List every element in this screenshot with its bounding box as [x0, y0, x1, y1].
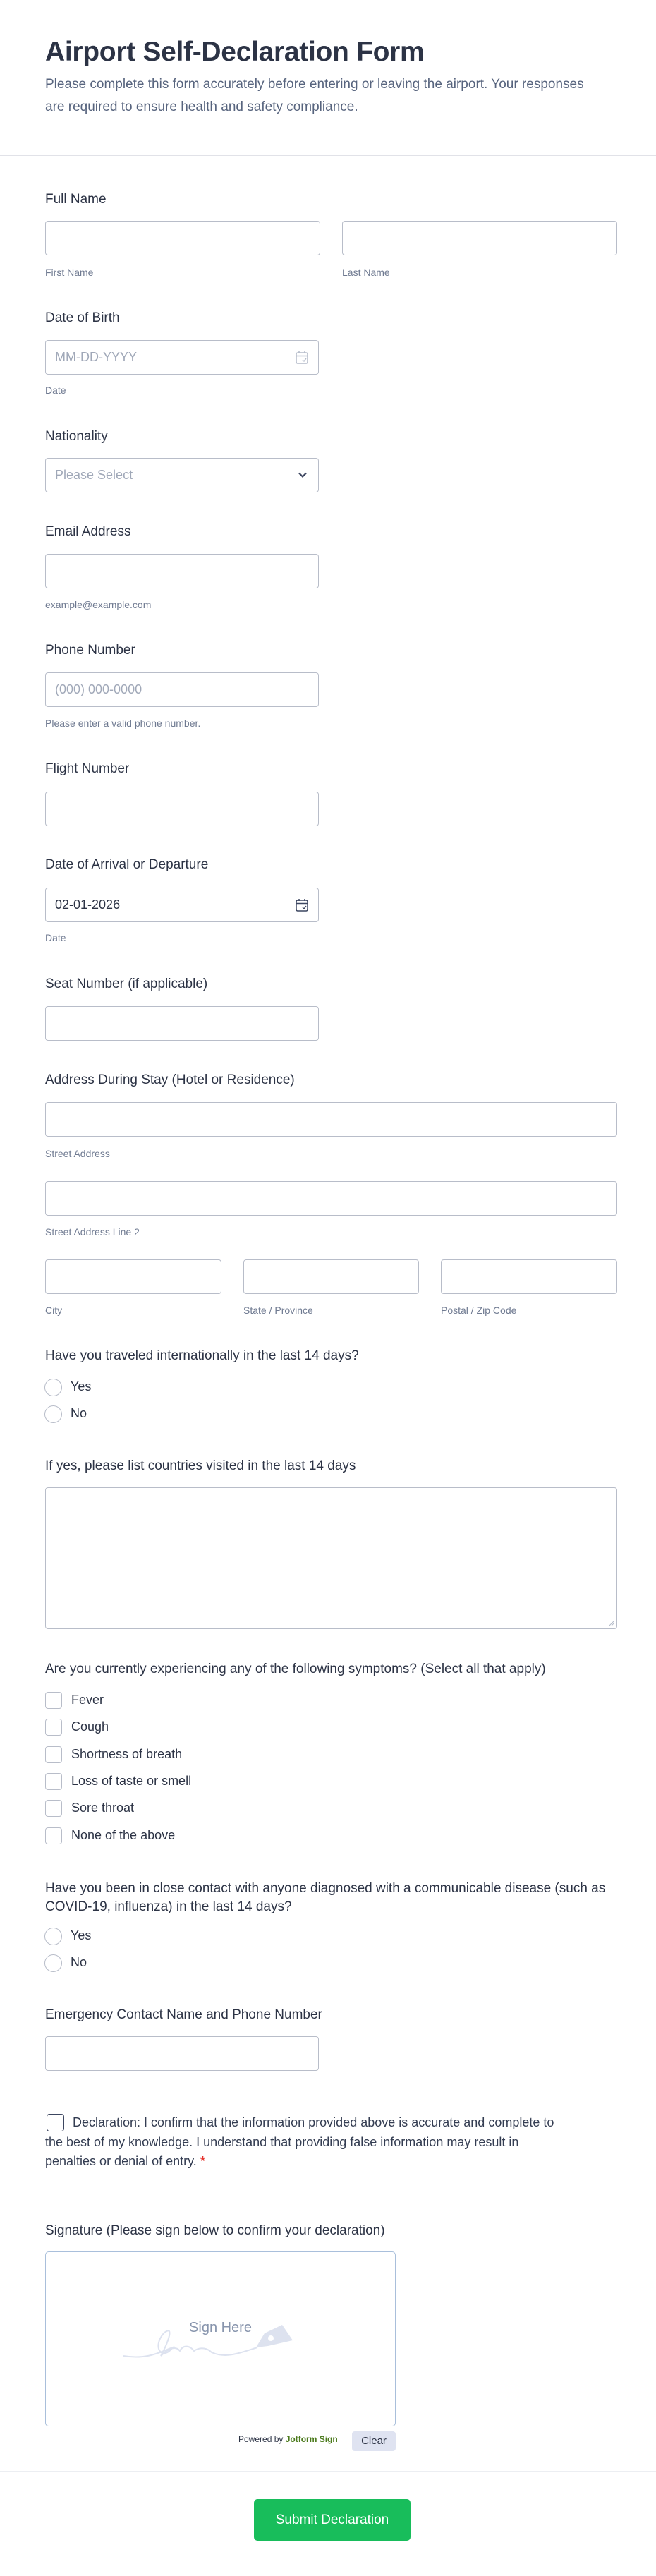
page-description: Please complete this form accurately before entering or leaving the airport. Your responses are required to ensure health and safety compliance. [45, 77, 584, 114]
full-name-label: Full Name [45, 192, 107, 207]
calendar-icon[interactable] [296, 898, 308, 912]
countries-textarea[interactable] [45, 1487, 617, 1629]
first-name-sublabel: First Name [45, 267, 94, 278]
email-sublabel: example@example.com [45, 599, 152, 610]
intl-travel-no-label[interactable]: No [71, 1406, 87, 1420]
signature-label: Signature (Please sign below to confirm your declaration) [45, 2223, 385, 2238]
phone-label: Phone Number [45, 643, 135, 658]
state-input[interactable] [243, 1259, 419, 1294]
contact-yes-label[interactable]: Yes [71, 1928, 92, 1942]
emergency-input[interactable] [45, 2036, 319, 2071]
first-name-input[interactable] [45, 221, 320, 255]
symptom-cough-checkbox[interactable] [45, 1719, 62, 1736]
flight-input[interactable] [45, 792, 319, 826]
nationality-select[interactable] [45, 458, 319, 492]
intl-travel-question: Have you traveled internationally in the last 14 days? [45, 1348, 359, 1363]
footer-divider [0, 2471, 656, 2472]
header-divider [0, 155, 656, 156]
zip-sublabel: Postal / Zip Code [441, 1305, 517, 1316]
sign-here-placeholder: Sign Here [189, 2320, 252, 2335]
nationality-label: Nationality [45, 429, 108, 444]
emergency-label: Emergency Contact Name and Phone Number [45, 2007, 322, 2022]
travel-date-label: Date of Arrival or Departure [45, 857, 209, 872]
page-title: Airport Self-Declaration Form [45, 37, 425, 67]
city-input[interactable] [45, 1259, 221, 1294]
street-address-2-input[interactable] [45, 1181, 617, 1216]
declaration-text[interactable] [45, 2113, 567, 2172]
symptom-none-label[interactable]: None of the above [71, 1828, 176, 1842]
nationality-selected: Please Select [55, 468, 133, 482]
dob-input[interactable] [45, 340, 319, 375]
state-sublabel: State / Province [243, 1305, 313, 1316]
seat-input[interactable] [45, 1006, 319, 1041]
last-name-input[interactable] [342, 221, 617, 255]
city-sublabel: City [45, 1305, 63, 1316]
symptom-throat-label[interactable]: Sore throat [71, 1801, 135, 1815]
intl-travel-no-radio[interactable] [44, 1405, 62, 1423]
intl-travel-yes-label[interactable]: Yes [71, 1379, 92, 1393]
intl-travel-yes-radio[interactable] [44, 1379, 62, 1396]
symptom-breath-checkbox[interactable] [45, 1746, 62, 1763]
email-input[interactable] [45, 554, 319, 588]
symptom-fever-label[interactable]: Fever [71, 1693, 104, 1707]
phone-sublabel: Please enter a valid phone number. [45, 718, 201, 729]
chevron-down-icon [297, 469, 308, 480]
dob-sublabel: Date [45, 385, 66, 396]
street-address-sublabel: Street Address [45, 1148, 110, 1159]
dob-placeholder: MM-DD-YYYY [55, 350, 137, 364]
street-address-2-sublabel: Street Address Line 2 [45, 1226, 140, 1238]
submit-button[interactable]: Submit Declaration [254, 2499, 411, 2541]
symptom-none-checkbox[interactable] [45, 1827, 62, 1844]
powered-by-label: Powered by [238, 2434, 284, 2444]
contact-no-label[interactable]: No [71, 1955, 87, 1969]
travel-date-value: 02-01-2026 [55, 897, 121, 912]
contact-question: Have you been in close contact with anyone diagnosed with a communicable disease (such as COVID-19, influenza) in the last 14 days? [45, 1881, 606, 1914]
seat-label: Seat Number (if applicable) [45, 976, 208, 991]
email-label: Email Address [45, 524, 131, 539]
phone-placeholder: (000) 000-0000 [55, 682, 142, 696]
flight-label: Flight Number [45, 761, 130, 776]
symptom-taste-checkbox[interactable] [45, 1773, 62, 1790]
zip-input[interactable] [441, 1259, 617, 1294]
last-name-sublabel: Last Name [342, 267, 390, 278]
jotform-sign-brand[interactable]: Jotform Sign [285, 2434, 338, 2444]
calendar-icon[interactable] [296, 351, 308, 364]
address-label: Address During Stay (Hotel or Residence) [45, 1072, 295, 1087]
dob-label: Date of Birth [45, 310, 120, 325]
resize-handle-icon[interactable] [609, 1621, 614, 1626]
signature-pad[interactable] [45, 2251, 396, 2426]
street-address-input[interactable] [45, 1102, 617, 1137]
required-asterisk: * [200, 2154, 205, 2168]
powered-by-text [238, 2434, 338, 2444]
clear-signature-button[interactable]: Clear [352, 2431, 396, 2451]
symptom-throat-checkbox[interactable] [45, 1800, 62, 1817]
travel-date-input[interactable] [45, 888, 319, 922]
symptoms-question: Are you currently experiencing any of the following symptoms? (Select all that apply) [45, 1662, 546, 1676]
travel-date-sublabel: Date [45, 932, 66, 943]
symptom-taste-label[interactable]: Loss of taste or smell [71, 1774, 192, 1788]
contact-yes-radio[interactable] [44, 1928, 62, 1945]
symptom-cough-label[interactable]: Cough [71, 1719, 109, 1734]
declaration-text-content: Declaration: I confirm that the information provided above is accurate and complete to the best of my knowledge. I understand that providing false information may result in penalties or denial of entry. [45, 2115, 554, 2168]
contact-no-radio[interactable] [44, 1954, 62, 1972]
symptom-fever-checkbox[interactable] [45, 1692, 62, 1709]
symptom-breath-label[interactable]: Shortness of breath [71, 1747, 183, 1761]
phone-input[interactable] [45, 672, 319, 707]
countries-label: If yes, please list countries visited in the last 14 days [45, 1458, 356, 1473]
